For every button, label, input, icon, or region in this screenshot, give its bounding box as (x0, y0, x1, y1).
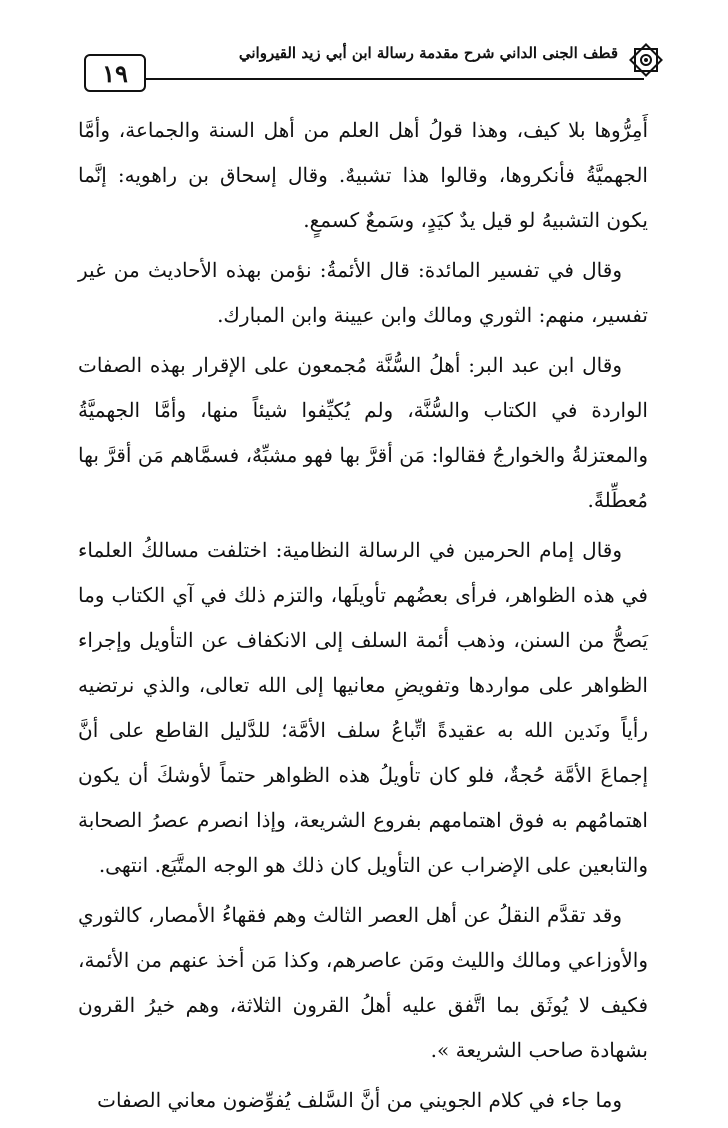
paragraph: أَمِرُّوها بلا كيف، وهذا قولُ أهل العلم من أهل السنة والجماعة، وأمَّا الجهميَّةُ فأنكروها، وقالوا هذا تشبيهٌ. وقال إسحاق بن راهويه: إنَّما يكون التشبيهُ لو قيل يدٌ كيَدٍ، وسَمعٌ كسمعٍ. (78, 118, 648, 232)
paragraph: وقد تقدَّم النقلُ عن أهل العصر الثالث وهم فقهاءُ الأمصار، كالثوري والأوزاعي ومالك والليث ومَن عاصرهم، وكذا مَن أخذ عنهم من الأئمة، فكيف لا يُوثَق بما اتَّفق عليه أهلُ القرون الثلاثة، وهم خيرُ القرون بشهادة صاحب الشريعة ». (78, 903, 648, 1062)
book-title: قطف الجنى الداني شرح مقدمة رسالة ابن أبي زيد القيرواني (238, 44, 618, 62)
paragraph: وقال في تفسير المائدة: قال الأئمةُ: نؤمن بهذه الأحاديث من غير تفسير، منهم: الثوري ومالك وابن عيينة وابن المبارك. (78, 258, 648, 327)
running-header (84, 40, 644, 88)
paragraph: وقال ابن عبد البر: أهلُ السُّنَّة مُجمعون على الإقرار بهذه الصفات الواردة في الكتاب والسُّنَّة، ولم يُكيِّفوا شيئاً منها، وأمَّا الجهميَّةُ والمعتزلةُ والخوارجُ فقالوا: مَن أقرَّ بها فهو مشبِّهٌ، فسمَّاهم مَن أقرَّ بها مُعطِّلةً. (78, 353, 648, 512)
star-flower-ornament-icon (626, 40, 666, 80)
paragraph: وقال إمام الحرمين في الرسالة النظامية: اختلفت مسالكُ العلماء في هذه الظواهر، فرأى بعضُهم تأويلَها، والتزم ذلك في آي الكتاب وما يَصحُّ من السنن، وذهب أئمة السلف إلى الانكفاف عن التأويل وإجراء الظواهر على مواردها وتفويضِ معانيها إلى الله تعالى، والذي نرتضيه رأياً ونَدين الله به عقيدةً اتِّباعُ سلف الأمَّة؛ للدَّليل القاطع على أنَّ إجماعَ الأمَّة حُجةٌ، فلو كان تأويلُ هذه الظواهر حتماً لأوشكَ أن يكون اهتمامُهم به فوق اهتمامهم بفروع الشريعة، وإذا انصرم عصرُ الصحابة والتابعين على الإضراب عن التأويل كان ذلك هو الوجه المتَّبَع. انتهى. (78, 538, 648, 877)
page-body (78, 108, 648, 1128)
header-rule (142, 78, 644, 80)
paragraph: وما جاء في كلام الجويني من أنَّ السَّلف يُفوِّضون معاني الصفات (97, 1088, 622, 1112)
page-number: ١٩ (84, 54, 146, 92)
